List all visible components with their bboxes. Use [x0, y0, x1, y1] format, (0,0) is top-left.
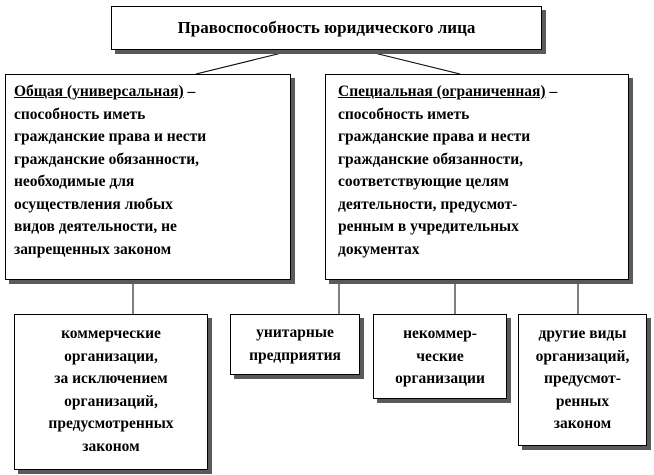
unitary-enterprises-box [230, 314, 360, 375]
noncommercial-line: организации [395, 370, 485, 387]
unitary-line: предприятия [249, 346, 341, 364]
commercial-line: коммерческие [61, 325, 161, 342]
general-capacity-line: способность иметь [14, 105, 146, 123]
commercial-line: предусмотренных [48, 415, 174, 432]
special-capacity-line: деятельности, предусмот- [338, 195, 518, 213]
other-line: ренных [555, 392, 610, 410]
general-capacity-line: осуществления любых [14, 195, 173, 213]
special-capacity-line: ренным в учредительных [338, 218, 519, 235]
special-capacity-line: соответствующие целям [338, 173, 509, 190]
other-line: организаций, [535, 347, 630, 365]
commercial-line: организации, [64, 347, 158, 365]
special-capacity-line: гражданские обязанности, [338, 150, 524, 168]
noncommercial-line: ческие [416, 347, 464, 365]
general-capacity-box [5, 74, 291, 280]
commercial-line: организаций, [64, 392, 158, 410]
special-capacity-box [325, 74, 629, 280]
other-line: предусмот- [544, 370, 621, 387]
general-capacity-dash: – [183, 83, 196, 100]
general-capacity-line: гражданские права и нести [14, 128, 207, 145]
special-capacity-first-line [338, 81, 628, 104]
general-capacity-term: Общая (универсальная) [14, 83, 184, 100]
other-line: другие виды [538, 325, 627, 342]
other-line: законом [553, 415, 612, 432]
connector-title-general [196, 50, 294, 74]
commercial-organizations-box [14, 314, 208, 470]
general-capacity-line: гражданские обязанности, [14, 150, 200, 168]
noncommercial-organizations-box [373, 314, 507, 399]
unitary-line: унитарные [256, 324, 334, 341]
special-capacity-term: Специальная (ограниченная) [338, 83, 546, 100]
general-capacity-first-line [14, 81, 290, 104]
commercial-line: законом [82, 437, 140, 455]
general-capacity-line: необходимые для [14, 173, 135, 190]
connector-title-special [362, 50, 460, 74]
general-capacity-line: видов деятельности, не [14, 218, 177, 235]
special-capacity-line: способность иметь [338, 105, 470, 123]
general-capacity-line: запрещенных законом [14, 240, 172, 258]
other-organizations-box [518, 314, 647, 446]
title-text: Правоспособность юридического лица [177, 18, 476, 37]
noncommercial-line: некоммер- [403, 325, 477, 342]
special-capacity-line: гражданские права и нести [338, 128, 531, 145]
special-capacity-dash: – [545, 83, 558, 100]
title-box [111, 6, 542, 50]
commercial-line: за исключением [54, 370, 168, 387]
special-capacity-line: документах [338, 240, 420, 258]
